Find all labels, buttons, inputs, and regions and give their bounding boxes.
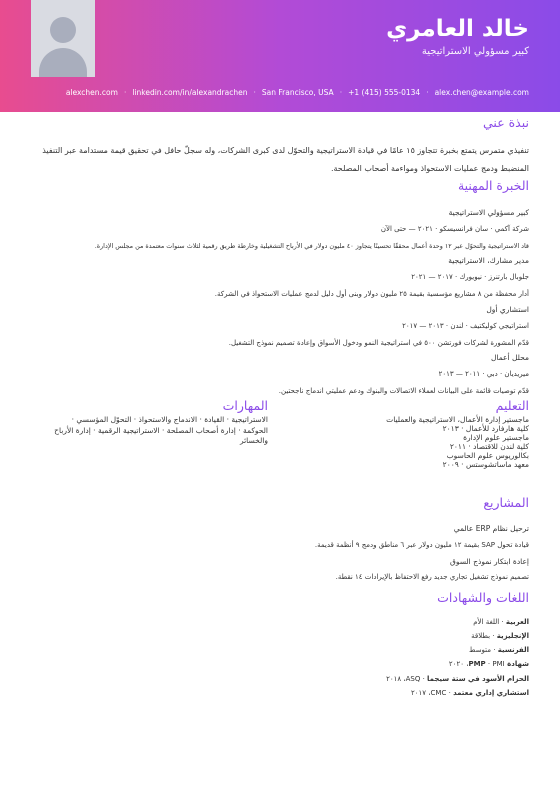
- contact-location: San Francisco, USA: [261, 88, 334, 97]
- project-title: إعادة ابتكار نموذج السوق: [450, 557, 529, 566]
- avatar-placeholder-icon: [31, 0, 95, 77]
- experience-heading: الخبرة المهنية: [457, 178, 529, 193]
- projects-heading: المشاريع: [483, 495, 529, 510]
- certification-issuer: · CMC، ٢٠١٧: [411, 689, 454, 697]
- education-line: كلية لندن للاقتصاد · ٢٠١١: [449, 442, 529, 451]
- project-description: قيادة تحول SAP بقيمة ١٢ مليون دولار عبر ٦ مناطق ودمج ٩ أنظمة قديمة.: [314, 541, 529, 549]
- language-label: العربية: [505, 618, 529, 626]
- education-heading: التعليم: [495, 398, 529, 413]
- person-title: كبير مسؤولي الاستراتيجية: [421, 46, 529, 57]
- summary-text: تنفيذي متمرس يتمتع بخبرة تتجاوز ١٥ عامًا في قيادة الاستراتيجية والتحوّل لدى كبرى الشركات، وله سجلّ حافل في تحقيق قيمة مستدامة عبر التنفيذ المنضبط ودمج عمليات الاستحواذ ومواءمة أصحاب المصلحة.: [42, 146, 529, 173]
- summary-heading: نبذة عني: [483, 115, 529, 130]
- language-level: · بطلاقة: [471, 632, 497, 640]
- experience-role: محلل أعمال: [490, 353, 529, 362]
- avatar-body: [39, 48, 87, 77]
- language-item: [469, 646, 529, 654]
- experience-company: استراتيجي كوليكتيف · لندن · ٢٠١٣ — ٢٠١٧: [402, 322, 529, 330]
- contact-separator: ·: [253, 88, 256, 97]
- certification-label: شهادة PMP: [468, 660, 529, 668]
- language-label: الفرنسية: [497, 646, 529, 654]
- experience-description: قاد الاستراتيجية والتحوّل عبر ١٢ وحدة أعمال محققًا تحسينًا يتجاوز ٤٠ مليون دولار في الأرباح التشغيلية وخارطة طريق رقمية لثلاث سنوات معتمدة من مجلس الإدارة.: [94, 242, 529, 250]
- contact-bar: [0, 88, 529, 97]
- certification-issuer: · PMI، ٢٠٢٠: [448, 660, 505, 668]
- project-title: ترحيل نظام ERP عالمي: [453, 524, 529, 533]
- experience-company: جلوبال بارتنرز · نيويورك · ٢٠١٧ — ٢٠٢١: [411, 273, 529, 281]
- education-section: [269, 398, 529, 469]
- contact-phone[interactable]: +1 (415) 555-0134: [348, 88, 421, 97]
- certification-item: [411, 689, 529, 697]
- skills-list: الاستراتيجية · القيادة · الاندماج والاستحواذ · التحوّل المؤسسي · الحوكمة · إدارة أصحاب المصلحة · الاستراتيجية الرقمية · إدارة الأرباح والخسائر: [54, 415, 268, 445]
- language-level: · اللغة الأم: [473, 618, 506, 626]
- language-item: [473, 618, 529, 626]
- education-line: معهد ماساتشوستس · ٢٠٠٩: [442, 460, 529, 469]
- certification-label: استشاري إداري معتمد: [453, 689, 529, 697]
- contact-linkedin[interactable]: linkedin.com/in/alexandrachen: [132, 88, 248, 97]
- languages-heading: اللغات والشهادات: [437, 590, 529, 605]
- education-line: بكالوريوس علوم الحاسوب: [446, 451, 529, 460]
- experience-company: ميريديان · دبي · ٢٠١١ — ٢٠١٣: [438, 370, 529, 378]
- education-line: كلية هارفارد للأعمال · ٢٠١٣: [442, 424, 529, 433]
- person-name: خالد العامري: [386, 16, 529, 42]
- language-label: الإنجليزية: [496, 632, 529, 640]
- experience-role: كبير مسؤولي الاستراتيجية: [448, 208, 529, 217]
- certification-label: الحزام الأسود في ستة سيجما: [427, 675, 529, 683]
- contact-separator: ·: [426, 88, 429, 97]
- skills-section: [48, 398, 268, 447]
- education-line: ماجستير إدارة الأعمال، الاستراتيجية والعمليات: [386, 415, 529, 424]
- avatar-head: [50, 17, 76, 43]
- project-description: تصميم نموذج تشغيل تجاري جديد رفع الاحتفاظ بالإيرادات ١٤ نقطة.: [335, 573, 529, 581]
- certification-item: [386, 675, 529, 683]
- contact-email[interactable]: alex.chen@example.com: [434, 88, 529, 97]
- contact-website[interactable]: alexchen.com: [65, 88, 118, 97]
- language-level: · متوسط: [469, 646, 498, 654]
- language-item: [471, 632, 529, 640]
- experience-description: قدّم توصيات قائمة على البيانات لعملاء الاتصالات والبنوك ودعم عمليتي اندماج ناجحتين.: [278, 387, 529, 395]
- contact-separator: ·: [123, 88, 127, 97]
- education-line: ماجستير علوم الإدارة: [463, 433, 529, 442]
- experience-description: أدار محفظة من ٨ مشاريع مؤسسية بقيمة ٢٥ مليون دولار وبنى أول دليل لدمج عمليات الاستحواذ في الشركة.: [214, 290, 529, 298]
- experience-description: قدّم المشورة لشركات فورتشن ٥٠٠ في استراتيجية النمو ودخول الأسواق وإعادة تصميم نموذج التشغيل.: [228, 339, 529, 347]
- certification-issuer: · ASQ، ٢٠١٨: [386, 675, 428, 683]
- certification-item: [449, 660, 529, 668]
- skills-heading: المهارات: [222, 398, 268, 413]
- contact-separator: ·: [339, 88, 343, 97]
- resume-header: [0, 0, 560, 112]
- experience-role: استشاري أول: [486, 305, 529, 314]
- experience-company: شركة آكمي · سان فرانسيسكو · ٢٠٢١ — حتى الآن: [380, 225, 529, 233]
- experience-role: مدير مشارك، الاستراتيجية: [448, 256, 529, 265]
- education-list: [269, 415, 529, 469]
